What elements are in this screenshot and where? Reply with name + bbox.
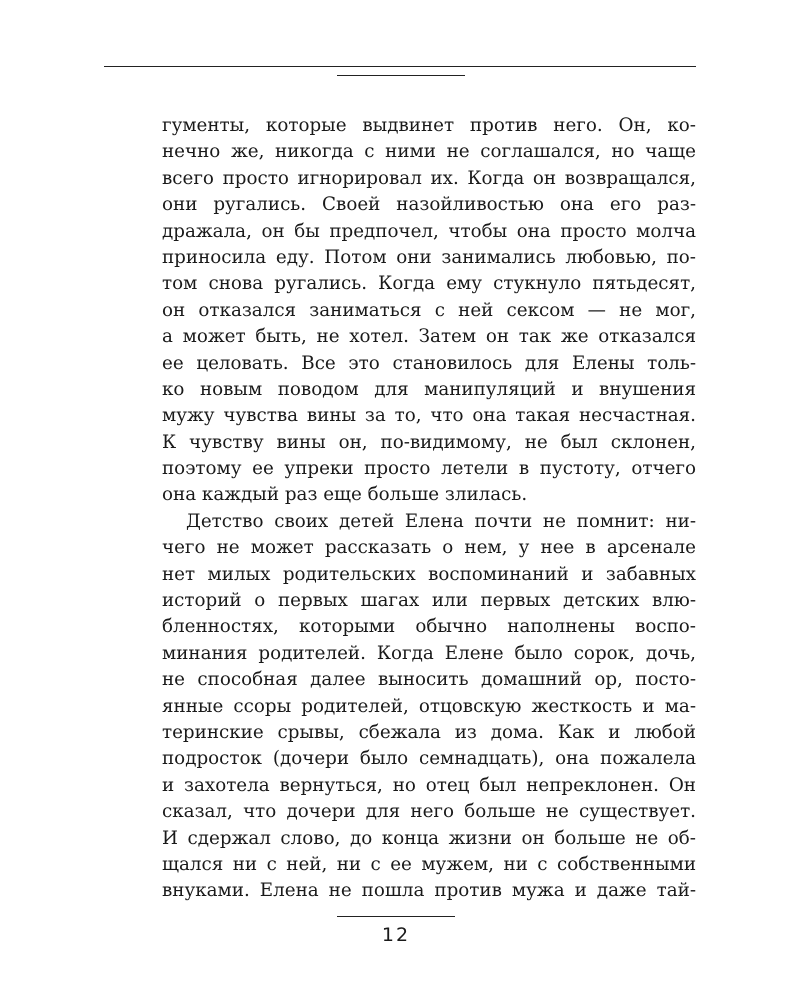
page-body-text [162, 113, 696, 905]
paragraph-first-line: Детство своих детей Елена почти не помнит: ни- [186, 510, 696, 532]
text-line: он отказался заниматься с ней сексом — не мог, [162, 299, 696, 321]
text-line: нечно же, никогда с ними не соглашался, но чаще [162, 141, 696, 163]
text-line: а может быть, не хотел. Затем он так же отказался [162, 326, 696, 348]
text-line: они ругались. Своей назойливостью она его раз- [162, 194, 696, 216]
text-line: подросток (дочери было семнадцать), она пожалела [162, 748, 696, 770]
paragraph-end-line: она каждый раз еще больше злилась. [162, 484, 528, 506]
text-line: гументы, которые выдвинет против него. Он, ко- [162, 115, 696, 136]
text-line: не способная далее выносить домашний ор, посто- [162, 669, 696, 691]
text-line: щался ни с ней, ни с ее мужем, ни с собственными [162, 853, 696, 875]
text-line: всего просто игнорировал их. Когда он возвращался, [162, 167, 696, 189]
text-line: ко новым поводом для манипуляций и внушения [162, 378, 696, 400]
footer-rule [337, 916, 455, 917]
text-line: янные ссоры родителей, отцовскую жесткость и ма- [162, 695, 696, 717]
page-number: 12 [381, 924, 411, 946]
text-line: поэтому ее упреки просто летели в пустоту, отчего [162, 458, 696, 480]
text-line: нет милых родительских воспоминаний и забавных [162, 563, 696, 585]
text-line: историй о первых шагах или первых детских влю- [162, 590, 696, 612]
text-line: мужу чувства вины за то, что она такая несчастная. [162, 405, 696, 427]
header-rule-short [337, 75, 465, 76]
text-line: внуками. Елена не пошла против мужа и даже тай- [162, 880, 696, 902]
text-line: ее целовать. Все это становилось для Елены толь- [162, 352, 696, 374]
text-line: теринские срывы, сбежала из дома. Как и любой [162, 721, 696, 743]
text-line: чего не может рассказать о нем, у нее в арсенале [162, 537, 696, 559]
text-line: бленностях, которыми обычно наполнены воспо- [162, 616, 696, 638]
text-line: и захотела вернуться, но отец был непреклонен. Он [162, 774, 696, 796]
text-line: К чувству вины он, по-видимому, не был склонен, [162, 431, 696, 453]
text-line: минания родителей. Когда Елене было сорок, дочь, [162, 642, 696, 664]
header-rule-long [104, 66, 696, 67]
text-line: дражала, он бы предпочел, чтобы она просто молча [162, 220, 696, 242]
text-line: приносила еду. Потом они занимались любовью, по- [162, 246, 696, 268]
text-line: том снова ругались. Когда ему стукнуло пятьдесят, [162, 273, 696, 295]
text-line: И сдержал слово, до конца жизни он больше не об- [162, 827, 696, 849]
text-line: сказал, что дочери для него больше не существует. [162, 801, 696, 823]
